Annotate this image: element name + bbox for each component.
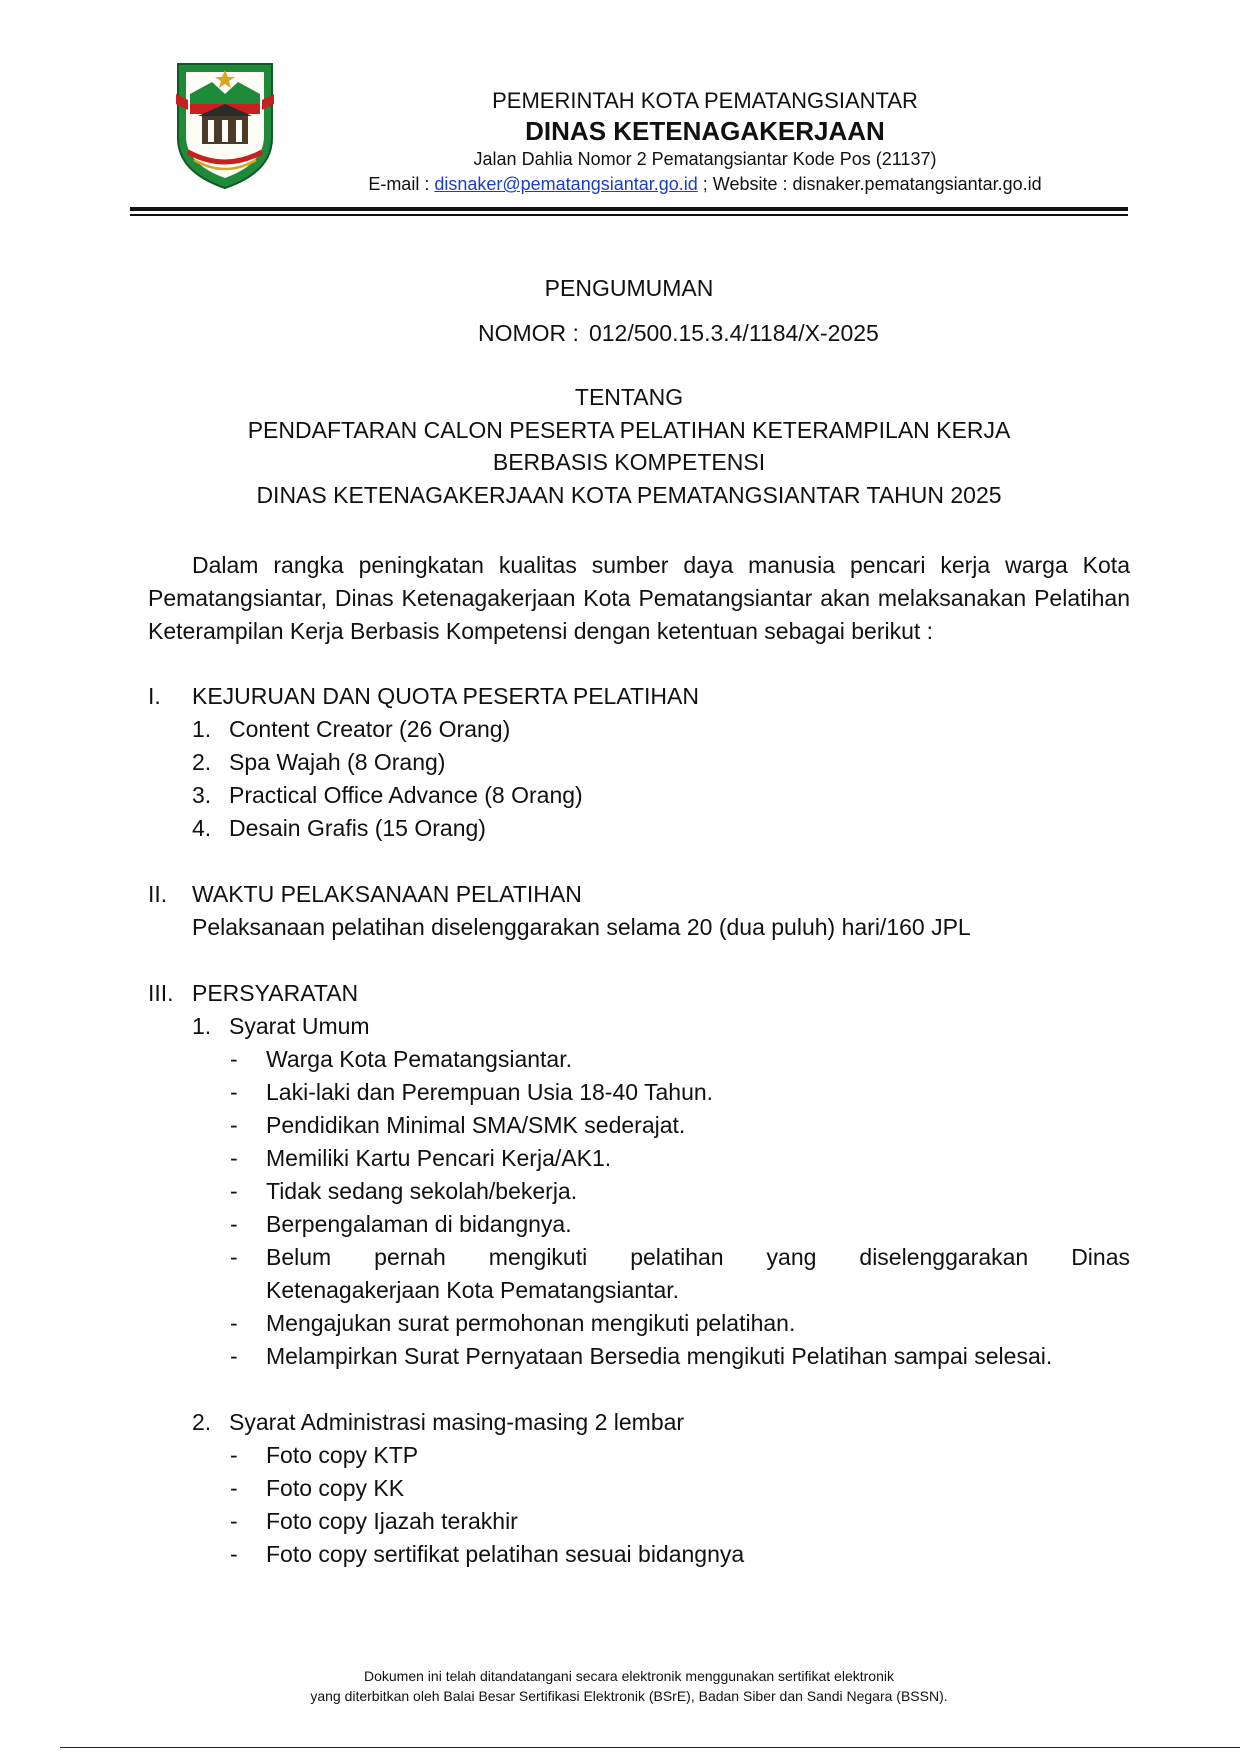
group-number: 2.	[192, 1409, 212, 1435]
intro-paragraph: Dalam rangka peningkatan kualitas sumber daya manusia pencari kerja warga Kota Pematangsiantar, Dinas Ketenagakerjaan Kota Pematangsiantar akan melaksanakan Pelatihan Keterampilan Kerja Berbasis Kompetensi dengan ketentuan sebagai berikut :	[148, 552, 1130, 644]
requirement-item: Berpengalaman di bidangnya.	[266, 1211, 572, 1237]
section-title: KEJURUAN DAN QUOTA PESERTA PELATIHAN	[192, 683, 699, 709]
list-item: Content Creator (26 Orang)	[229, 716, 511, 742]
document-item: Foto copy sertifikat pelatihan sesuai bidangnya	[266, 1541, 745, 1567]
footer-rule	[60, 1747, 1240, 1748]
e-signature-note: Dokumen ini telah ditandatangani secara elektronik menggunakan sertifikat elektronik	[364, 1668, 894, 1684]
email-link[interactable]: disnaker@pematangsiantar.go.id	[434, 174, 698, 194]
section-title: PERSYARATAN	[192, 980, 359, 1006]
section-numeral: II.	[148, 881, 168, 907]
list-number: 3.	[192, 782, 212, 808]
dash-bullet: -	[230, 1475, 238, 1501]
requirement-item: Melampirkan Surat Pernyataan Bersedia mengikuti Pelatihan sampai selesai.	[266, 1343, 1053, 1369]
requirement-item: Warga Kota Pematangsiantar.	[266, 1046, 572, 1072]
group-number: 1.	[192, 1013, 212, 1039]
letterhead-rule-thin	[130, 214, 1128, 216]
requirement-item: Memiliki Kartu Pencari Kerja/AK1.	[266, 1145, 612, 1171]
list-number: 4.	[192, 815, 212, 841]
number-label: NOMOR :	[478, 320, 579, 346]
announcement-number	[478, 320, 879, 347]
dash-bullet: -	[230, 1310, 238, 1336]
group-title: Syarat Umum	[229, 1013, 370, 1039]
subject-line: BERBASIS KOMPETENSI	[492, 449, 766, 475]
dash-bullet: -	[230, 1112, 238, 1138]
document-item: Foto copy KK	[266, 1475, 405, 1501]
section-numeral: I.	[148, 683, 161, 709]
section-numeral: III.	[148, 980, 174, 1006]
dash-bullet: -	[230, 1244, 238, 1270]
group-title: Syarat Administrasi masing-masing 2 lembar	[229, 1409, 685, 1435]
subject-line: DINAS KETENAGAKERJAAN KOTA PEMATANGSIANTAR TAHUN 2025	[256, 482, 1002, 508]
dash-bullet: -	[230, 1541, 238, 1567]
website-text: disnaker.pematangsiantar.go.id	[792, 174, 1042, 194]
e-signature-note: yang diterbitkan oleh Balai Besar Sertifikasi Elektronik (BSrE), Badan Siber dan Sandi Negara (BSSN).	[310, 1688, 948, 1704]
number-value: 012/500.15.3.4/1184/X-2025	[588, 320, 879, 346]
list-item: Desain Grafis (15 Orang)	[229, 815, 486, 841]
section-title: WAKTU PELAKSANAAN PELATIHAN	[192, 881, 582, 907]
dash-bullet: -	[230, 1343, 238, 1369]
dash-bullet: -	[230, 1211, 238, 1237]
document-item: Foto copy KTP	[266, 1442, 419, 1468]
requirement-item: Belum pernah mengikuti pelatihan yang diselenggarakan Dinas	[266, 1244, 1130, 1270]
dash-bullet: -	[230, 1079, 238, 1105]
list-number: 1.	[192, 716, 212, 742]
list-item: Spa Wajah (8 Orang)	[229, 749, 446, 775]
subject-line: PENDAFTARAN CALON PESERTA PELATIHAN KETERAMPILAN KERJA	[247, 417, 1011, 443]
announcement-title: PENGUMUMAN	[544, 275, 714, 301]
city-crest-logo-icon	[172, 60, 278, 192]
government-name: PEMERINTAH KOTA PEMATANGSIANTAR	[492, 88, 918, 113]
website-label: ; Website :	[702, 174, 788, 194]
dash-bullet: -	[230, 1508, 238, 1534]
dash-bullet: -	[230, 1442, 238, 1468]
dash-bullet: -	[230, 1145, 238, 1171]
dash-bullet: -	[230, 1178, 238, 1204]
document-item: Foto copy Ijazah terakhir	[266, 1508, 518, 1534]
department-name: DINAS KETENAGAKERJAAN	[525, 116, 885, 146]
contact-line	[280, 174, 1130, 195]
list-number: 2.	[192, 749, 212, 775]
requirement-item: Laki-laki dan Perempuan Usia 18-40 Tahun.	[266, 1079, 714, 1105]
requirement-item: Tidak sedang sekolah/bekerja.	[266, 1178, 578, 1204]
section-body: Pelaksanaan pelatihan diselenggarakan selama 20 (dua puluh) hari/160 JPL	[192, 914, 971, 940]
dash-bullet: -	[230, 1046, 238, 1072]
email-label: E-mail :	[368, 174, 430, 194]
requirement-item-continuation: Ketenagakerjaan Kota Pematangsiantar.	[266, 1277, 680, 1303]
office-address: Jalan Dahlia Nomor 2 Pematangsiantar Kode Pos (21137)	[473, 149, 937, 169]
requirement-item: Pendidikan Minimal SMA/SMK sederajat.	[266, 1112, 686, 1138]
list-item: Practical Office Advance (8 Orang)	[229, 782, 583, 808]
letterhead-rule-thick	[130, 207, 1128, 211]
about-label: TENTANG	[574, 384, 684, 410]
requirement-item: Mengajukan surat permohonan mengikuti pelatihan.	[266, 1310, 796, 1336]
